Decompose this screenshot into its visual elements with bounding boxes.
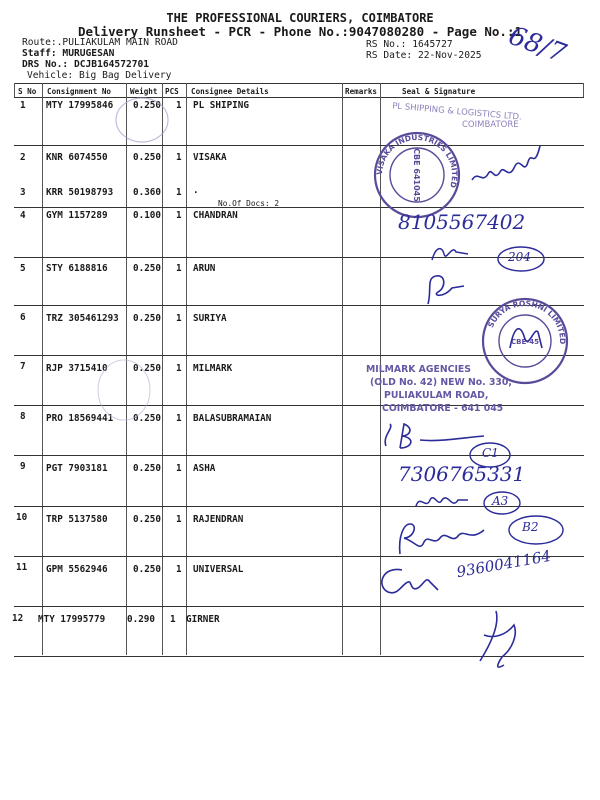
milmark-stamp-line3: PULIAKULAM ROAD, — [384, 390, 489, 401]
col-divider — [186, 83, 187, 655]
row-weight: 0.290 — [127, 614, 155, 625]
row-consignment: TRZ 305461293 — [46, 313, 119, 324]
row-pcs: 1 — [176, 363, 182, 374]
milmark-stamp-line4: COIMBATORE - 641 045 — [382, 403, 504, 414]
row-sno: 9 — [20, 461, 26, 472]
row-pcs: 1 — [176, 187, 182, 198]
milmark-stamp-line1: MILMARK AGENCIES — [366, 364, 471, 375]
row-sno: 12 — [12, 613, 24, 624]
col-divider — [42, 83, 43, 655]
col-consignment: Consignment No — [47, 87, 112, 96]
row-pcs: 1 — [176, 100, 182, 111]
col-divider — [342, 83, 343, 655]
row-weight: 0.250 — [133, 413, 161, 424]
handwritten-code-row10b: B2 — [522, 520, 539, 534]
row-weight: 0.250 — [133, 100, 161, 111]
rs-date: RS Date: 22-Nov-2025 — [366, 50, 482, 61]
row-consignment: PRO 18569441 — [46, 413, 114, 424]
surya-ring-text: SURYA ROSHNI LIMITED — [486, 298, 568, 345]
row-weight: 0.250 — [133, 363, 161, 374]
row-sno: 3 — [20, 187, 26, 198]
row-pcs: 1 — [176, 263, 182, 274]
row-rule — [14, 207, 584, 208]
col-pcs: PCS — [165, 87, 179, 96]
row-consignment: PGT 7903181 — [46, 463, 108, 474]
row-sno: 2 — [20, 152, 26, 163]
row-consignee: . — [193, 185, 199, 196]
row-sno: 5 — [20, 263, 26, 274]
row-weight: 0.250 — [133, 463, 161, 474]
signature-row6 — [418, 270, 468, 310]
row-consignment: KRR 50198793 — [46, 187, 114, 198]
handwritten-phone-row4: 8105567402 — [398, 210, 526, 234]
faint-stamp-row1 — [112, 96, 172, 146]
row-pcs: 1 — [176, 413, 182, 424]
handwritten-code-row5: 204 — [508, 250, 531, 264]
row-consignment: TRP 5137580 — [46, 514, 108, 525]
row-weight: 0.100 — [133, 210, 161, 221]
row-weight: 0.360 — [133, 187, 161, 198]
visaka-ring-text: VISAKA INDUSTRIES LIMITED — [374, 132, 460, 189]
row-sno: 1 — [20, 100, 26, 111]
handwritten-phone-row11: 9360041164 — [455, 546, 553, 582]
col-weight: Weight — [130, 87, 158, 96]
handwritten-phone-row9: 7306765331 — [398, 462, 526, 486]
row-consignee: ASHA — [193, 463, 216, 474]
pl-shipping-stamp-city: COIMBATORE — [462, 120, 519, 130]
row-pcs: 1 — [176, 463, 182, 474]
row-pcs: 1 — [176, 514, 182, 525]
col-divider — [14, 83, 15, 97]
row-consignment: GYM 1157289 — [46, 210, 108, 221]
rs-number: RS No.: 1645727 — [366, 39, 453, 50]
row-consignment: MTY 17995779 — [38, 614, 106, 625]
table-header-rule — [14, 97, 584, 98]
row-sno: 7 — [20, 361, 26, 372]
row-consignee: CHANDRAN — [193, 210, 238, 221]
row-sno: 10 — [16, 512, 28, 523]
table-top-rule — [14, 83, 584, 84]
row-consignment: GPM 5562946 — [46, 564, 108, 575]
row-consignment: KNR 6074550 — [46, 152, 108, 163]
signature-row11 — [372, 560, 462, 600]
signature-row10b — [394, 516, 494, 560]
row-weight: 0.250 — [133, 564, 161, 575]
row-sno: 11 — [16, 562, 28, 573]
row-weight: 0.250 — [133, 514, 161, 525]
handwritten-page-mark: 68/7 — [504, 20, 570, 70]
row-pcs: 1 — [176, 564, 182, 575]
row-consignee: PL SHIPING — [193, 100, 249, 111]
handwritten-code-row9: C1 — [482, 446, 499, 460]
row-sno: 6 — [20, 312, 26, 323]
row-pcs: 1 — [176, 152, 182, 163]
signature-row5 — [428, 240, 478, 266]
row-consignment: MTY 17995846 — [46, 100, 114, 111]
surya-roshni-stamp — [480, 296, 570, 386]
col-divider — [583, 83, 584, 97]
visaka-round-stamp — [372, 130, 462, 220]
runsheet-title: THE PROFESSIONAL COURIERS, COIMBATORE — [166, 11, 434, 25]
handwritten-code-row10a: A3 — [492, 494, 509, 508]
row-consignee: ARUN — [193, 263, 216, 274]
row-consignee: VISAKA — [193, 152, 227, 163]
pl-shipping-stamp-text: PL SHIPPING & LOGISTICS LTD. — [391, 101, 523, 123]
faint-stamp-row7 — [94, 356, 154, 426]
milmark-stamp-line2: (OLD No. 42) NEW No. 330, — [370, 377, 512, 388]
route-label: Route:.PULIAKULAM MAIN ROAD — [22, 37, 178, 48]
row-consignee: UNIVERSAL — [193, 564, 244, 575]
row-weight: 0.250 — [133, 313, 161, 324]
col-consignee: Consignee Details — [191, 87, 269, 96]
row-pcs: 1 — [170, 614, 176, 625]
row-sno: 8 — [20, 411, 26, 422]
docs-count-note: No.Of Docs: 2 — [218, 199, 280, 208]
row-consignment: RJP 3715410 — [46, 363, 108, 374]
col-sno: S No — [18, 87, 37, 96]
row-pcs: 1 — [176, 313, 182, 324]
signature-row2 — [468, 140, 553, 190]
row-consignee: SURIYA — [193, 313, 227, 324]
surya-stamp-code: CBE-45 — [511, 338, 539, 346]
drs-number: DRS No.: DCJB164572701 — [22, 59, 150, 70]
vehicle-label: Vehicle: Big Bag Delivery — [27, 70, 172, 81]
runsheet-subtitle: Delivery Runsheet - PCR - Phone No.:9047080280 - Page No.:1 — [77, 24, 522, 39]
row-consignee: GIRNER — [186, 614, 220, 625]
signature-row10a — [412, 488, 472, 514]
staff-label: Staff: MURUGESAN — [22, 48, 115, 59]
visaka-stamp-code: CBE 641045 — [412, 148, 421, 202]
col-seal: Seal & Signature — [402, 87, 476, 96]
row-sno: 4 — [20, 210, 26, 221]
col-divider — [162, 83, 163, 655]
col-remarks: Remarks — [345, 87, 378, 96]
row-consignment: STY 6188816 — [46, 263, 108, 274]
row-consignee: MILMARK — [193, 363, 233, 374]
row-consignee: BALASUBRAMAIAN — [193, 413, 272, 424]
row-consignee: RAJENDRAN — [193, 514, 244, 525]
row-weight: 0.250 — [133, 263, 161, 274]
row-weight: 0.250 — [133, 152, 161, 163]
row-pcs: 1 — [176, 210, 182, 221]
signature-row12 — [470, 605, 530, 675]
